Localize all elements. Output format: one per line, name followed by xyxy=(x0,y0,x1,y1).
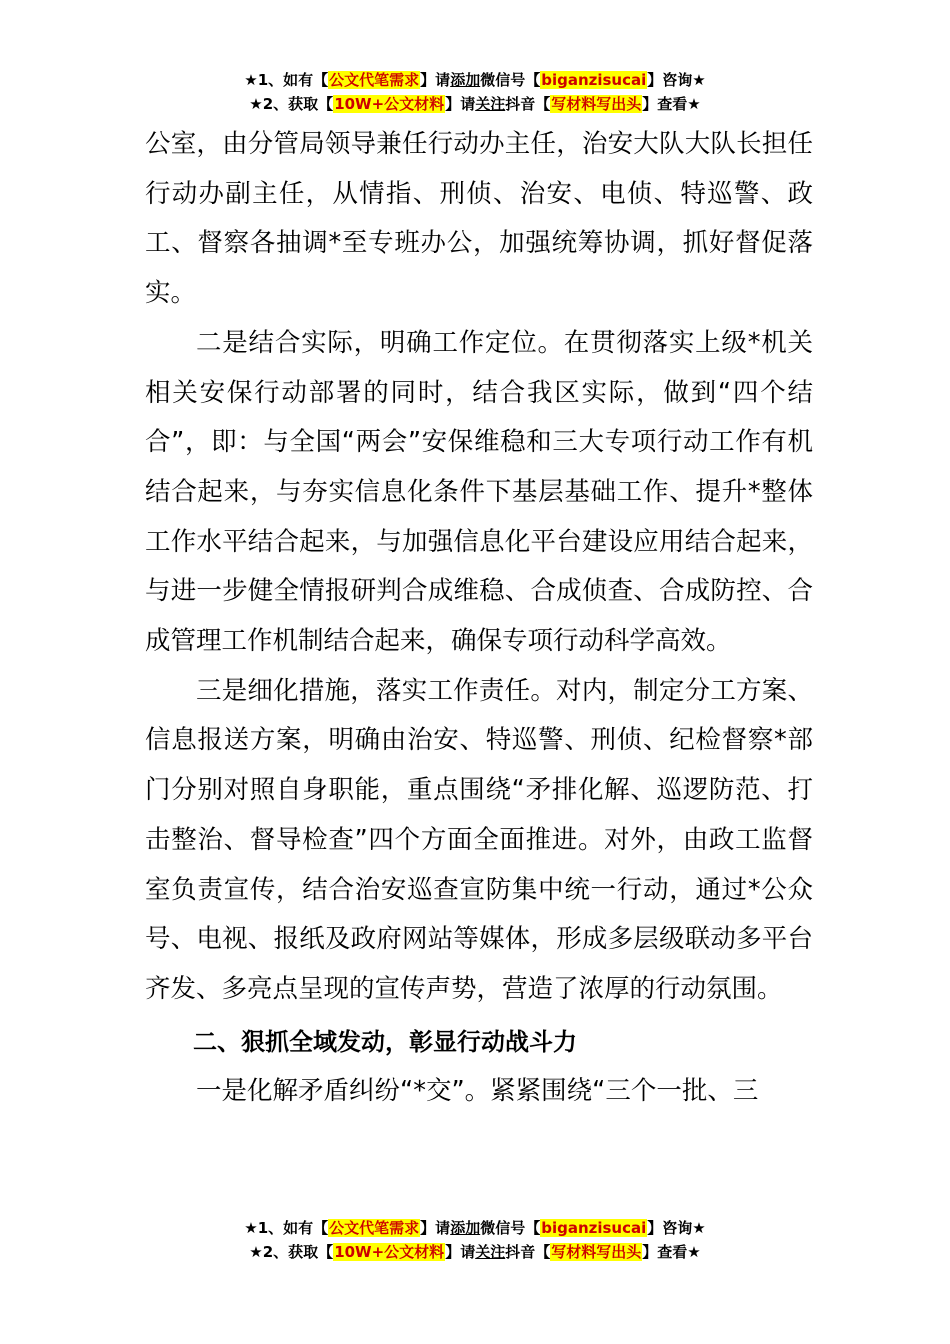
banner-line-2-mid: 】请 xyxy=(445,1243,476,1261)
banner-line-1-highlight-wechat: biganzisucai xyxy=(541,71,647,89)
banner-line-2-mid2: 抖音【 xyxy=(505,1243,551,1261)
section-heading: 二、狠抓全域发动，彰显行动战斗力 xyxy=(193,1027,577,1056)
banner-line-1-highlight-service: 公文代笔需求 xyxy=(329,71,420,89)
banner-line-2 xyxy=(0,92,950,116)
banner-line-1-suffix: 】咨询★ xyxy=(647,71,706,89)
paragraph-point-two: 二是结合实际，明确工作定位。在贯彻落实上级*机关相关安保行动部署的同时，结合我区实际，做到“四个结合”，即：与全国“两会”安保维稳和三大专项行动工作有机结合起来，与夯实信息化条件下基层基础工作、提升*整体工作水平结合起来，与加强信息化平台建设应用结合起来，与进一步健全情报研判合成维稳、合成侦查、合成防控、合成管理工作机制结合起来，确保专项行动科学高效。 xyxy=(145,327,813,657)
paragraph-continued: 公室，由分管局领导兼任行动办主任，治安大队大队长担任行动办副主任，从情指、刑侦、治安、电侦、特巡警、政工、督察各抽调*至专班办公，加强统筹协调，抓好督促落实。 xyxy=(145,129,813,309)
document-body xyxy=(145,120,813,1117)
banner-line-2-mid2: 抖音【 xyxy=(505,95,551,113)
banner-line-1 xyxy=(0,68,950,92)
banner-line-1-mid: 】请 xyxy=(420,71,451,89)
paragraph-point-one: 一是化解矛盾纠纷“*交”。紧紧围绕“三个一批、三 xyxy=(196,1076,759,1107)
banner-line-1-underline: 添加 xyxy=(450,1219,481,1237)
banner-line-1-mid2: 微信号【 xyxy=(480,1219,541,1237)
banner-line-1-prefix: ★1、如有【 xyxy=(244,71,329,89)
paragraph-point-three: 三是细化措施，落实工作责任。对内，制定分工方案、信息报送方案，明确由治安、特巡警、刑侦、纪检督察*部门分别对照自身职能，重点围绕“矛排化解、巡逻防范、打击整治、督导检查”四个方面全面推进。对外，由政工监督室负责宣传，结合治安巡查宣防集中统一行动，通过*公众号、电视、报纸及政府网站等媒体，形成多层级联动多平台齐发、多亮点呈现的宣传声势，营造了浓厚的行动氛围。 xyxy=(145,675,813,1004)
bottom-banner xyxy=(0,1216,950,1264)
banner-line-1-prefix: ★1、如有【 xyxy=(244,1219,329,1237)
banner-line-1-underline: 添加 xyxy=(450,71,481,89)
banner-line-2-highlight-materials: 10W+公文材料 xyxy=(334,1243,445,1261)
banner-line-2-suffix: 】查看★ xyxy=(642,95,701,113)
banner-line-2 xyxy=(0,1240,950,1264)
banner-line-2-prefix: ★2、获取【 xyxy=(249,1243,334,1261)
banner-line-2-prefix: ★2、获取【 xyxy=(249,95,334,113)
banner-line-1-suffix: 】咨询★ xyxy=(647,1219,706,1237)
banner-line-2-underline: 关注 xyxy=(475,1243,506,1261)
banner-line-2-highlight-materials: 10W+公文材料 xyxy=(334,95,445,113)
banner-line-2-suffix: 】查看★ xyxy=(642,1243,701,1261)
banner-line-1 xyxy=(0,1216,950,1240)
top-banner xyxy=(0,68,950,116)
banner-line-2-highlight-douyin: 写材料写出头 xyxy=(551,1243,642,1261)
banner-line-1-mid2: 微信号【 xyxy=(480,71,541,89)
banner-line-1-highlight-wechat: biganzisucai xyxy=(541,1219,647,1237)
banner-line-2-highlight-douyin: 写材料写出头 xyxy=(551,95,642,113)
banner-line-2-underline: 关注 xyxy=(475,95,506,113)
banner-line-2-mid: 】请 xyxy=(445,95,476,113)
banner-line-1-highlight-service: 公文代笔需求 xyxy=(329,1219,420,1237)
banner-line-1-mid: 】请 xyxy=(420,1219,451,1237)
